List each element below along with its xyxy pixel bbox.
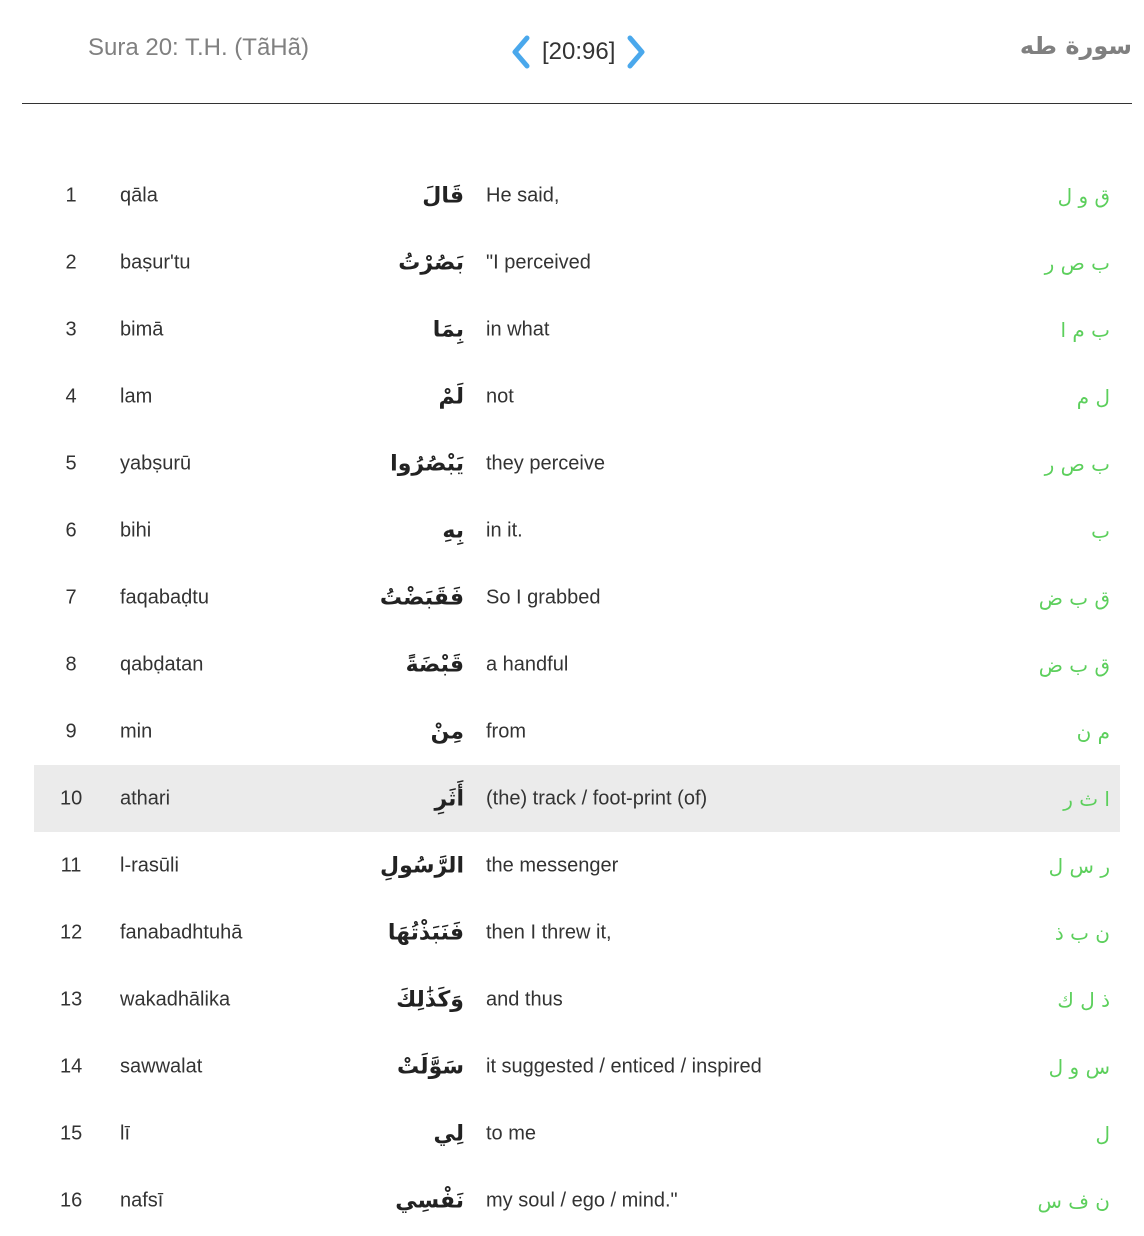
word-number: 3 (65, 318, 77, 340)
word-arabic: بَصُرْتُ (398, 250, 464, 275)
word-number: 11 (60, 854, 82, 876)
word-meaning: a handful (486, 653, 569, 675)
word-transliteration: faqabaḍtu (120, 586, 209, 608)
word-number: 16 (60, 1189, 83, 1211)
word-meaning: in it. (486, 519, 523, 541)
word-arabic: أَثَرِ (434, 786, 464, 811)
word-row[interactable] (34, 1100, 1120, 1167)
sura-arabic-title: سورة طه (1019, 32, 1132, 60)
word-row[interactable] (34, 564, 1120, 631)
word-meaning: He said, (486, 184, 560, 206)
page-header (22, 0, 1132, 104)
chevron-left-icon[interactable] (508, 34, 534, 70)
word-row[interactable] (34, 698, 1120, 765)
word-arabic: لِي (433, 1121, 464, 1146)
word-transliteration: yabṣurū (120, 452, 192, 474)
word-root[interactable]: ب ص ر (1044, 451, 1110, 476)
word-transliteration: min (120, 720, 153, 742)
word-root[interactable]: ن ب ذ (1054, 920, 1110, 945)
word-transliteration: wakadhālika (120, 988, 231, 1010)
word-root[interactable]: ا ث ر (1063, 786, 1110, 811)
word-arabic: نَفْسِي (395, 1188, 464, 1213)
verse-reference: [20:96] (542, 38, 616, 65)
word-meaning: my soul / ego / mind." (486, 1189, 678, 1211)
word-row[interactable] (34, 497, 1120, 564)
word-transliteration: qāla (120, 184, 158, 206)
word-root[interactable]: ق ب ض (1038, 585, 1110, 610)
word-root[interactable]: م ن (1076, 719, 1110, 744)
word-number: 9 (65, 720, 77, 742)
word-number: 1 (65, 184, 77, 206)
word-meaning: in what (486, 318, 550, 340)
word-number: 15 (60, 1122, 83, 1144)
word-transliteration: baṣur'tu (120, 251, 191, 273)
word-arabic: يَبْصُرُوا (390, 451, 464, 476)
word-root[interactable]: ر س ل (1048, 853, 1110, 878)
word-number: 5 (65, 452, 77, 474)
word-number: 7 (65, 586, 77, 608)
word-row[interactable] (34, 363, 1120, 430)
word-number: 4 (65, 385, 77, 407)
word-arabic: قَبْضَةً (405, 652, 464, 677)
word-transliteration: bimā (120, 318, 164, 340)
word-number: 13 (60, 988, 83, 1010)
word-root[interactable]: ل (1095, 1121, 1110, 1146)
word-meaning: the messenger (486, 854, 619, 876)
word-arabic: الرَّسُولِ (379, 853, 464, 878)
word-meaning: "I perceived (486, 251, 591, 273)
word-transliteration: athari (120, 787, 171, 809)
word-number: 2 (65, 251, 77, 273)
chevron-right-icon[interactable] (623, 34, 649, 70)
word-meaning: it suggested / enticed / inspired (486, 1055, 762, 1077)
word-arabic: بِهِ (442, 518, 464, 543)
word-root[interactable]: ق و ل (1057, 183, 1110, 208)
word-meaning: So I grabbed (486, 586, 601, 608)
word-root[interactable]: ن ف س (1037, 1188, 1110, 1213)
word-arabic: فَنَبَذْتُهَا (387, 920, 464, 945)
word-row[interactable] (34, 832, 1120, 899)
word-arabic: بِمَا (432, 317, 464, 342)
verse-navigator (508, 30, 649, 74)
word-meaning: then I threw it, (486, 921, 612, 943)
sura-title[interactable]: Sura 20: T.H. (TãHã) (88, 34, 309, 61)
word-number: 14 (60, 1055, 83, 1077)
word-transliteration: bihi (120, 519, 152, 541)
word-row[interactable] (34, 229, 1120, 296)
word-row[interactable] (34, 765, 1120, 832)
word-row[interactable] (34, 162, 1120, 229)
word-row[interactable] (34, 966, 1120, 1033)
word-row[interactable] (34, 1167, 1120, 1234)
word-root[interactable]: ذ ل ك (1057, 987, 1110, 1012)
word-transliteration: sawwalat (120, 1055, 203, 1077)
word-root[interactable]: ق ب ض (1038, 652, 1110, 677)
word-root[interactable]: ب (1091, 518, 1110, 543)
word-transliteration: l-rasūli (120, 854, 179, 876)
word-transliteration: nafsī (120, 1189, 164, 1211)
word-arabic: مِنْ (430, 719, 464, 744)
word-arabic: وَكَذَٰلِكَ (396, 987, 464, 1012)
word-number: 10 (60, 787, 83, 809)
word-row[interactable] (34, 631, 1120, 698)
word-root[interactable]: ل م (1076, 384, 1110, 409)
word-arabic: سَوَّلَتْ (397, 1054, 464, 1079)
word-meaning: not (486, 385, 514, 407)
word-row[interactable] (34, 430, 1120, 497)
word-arabic: قَالَ (422, 183, 464, 208)
word-row[interactable] (34, 899, 1120, 966)
word-row[interactable] (34, 296, 1120, 363)
word-number: 12 (60, 921, 83, 943)
word-meaning: and thus (486, 988, 563, 1010)
word-transliteration: lī (120, 1122, 130, 1144)
word-meaning: (the) track / foot-print (of) (486, 787, 708, 809)
word-meaning: from (486, 720, 526, 742)
word-meaning: to me (486, 1122, 537, 1144)
word-root[interactable]: ب م ا (1060, 317, 1110, 342)
word-number: 8 (65, 653, 77, 675)
word-root[interactable]: ب ص ر (1044, 250, 1110, 275)
word-transliteration: lam (120, 385, 153, 407)
word-arabic: فَقَبَضْتُ (379, 585, 464, 610)
word-number: 6 (65, 519, 77, 541)
word-by-word-table (34, 162, 1120, 1234)
word-row[interactable] (34, 1033, 1120, 1100)
word-transliteration: qabḍatan (120, 653, 204, 675)
word-arabic: لَمْ (438, 384, 464, 409)
word-root[interactable]: س و ل (1048, 1054, 1110, 1079)
word-transliteration: fanabadhtuhā (120, 921, 243, 943)
word-meaning: they perceive (486, 452, 605, 474)
